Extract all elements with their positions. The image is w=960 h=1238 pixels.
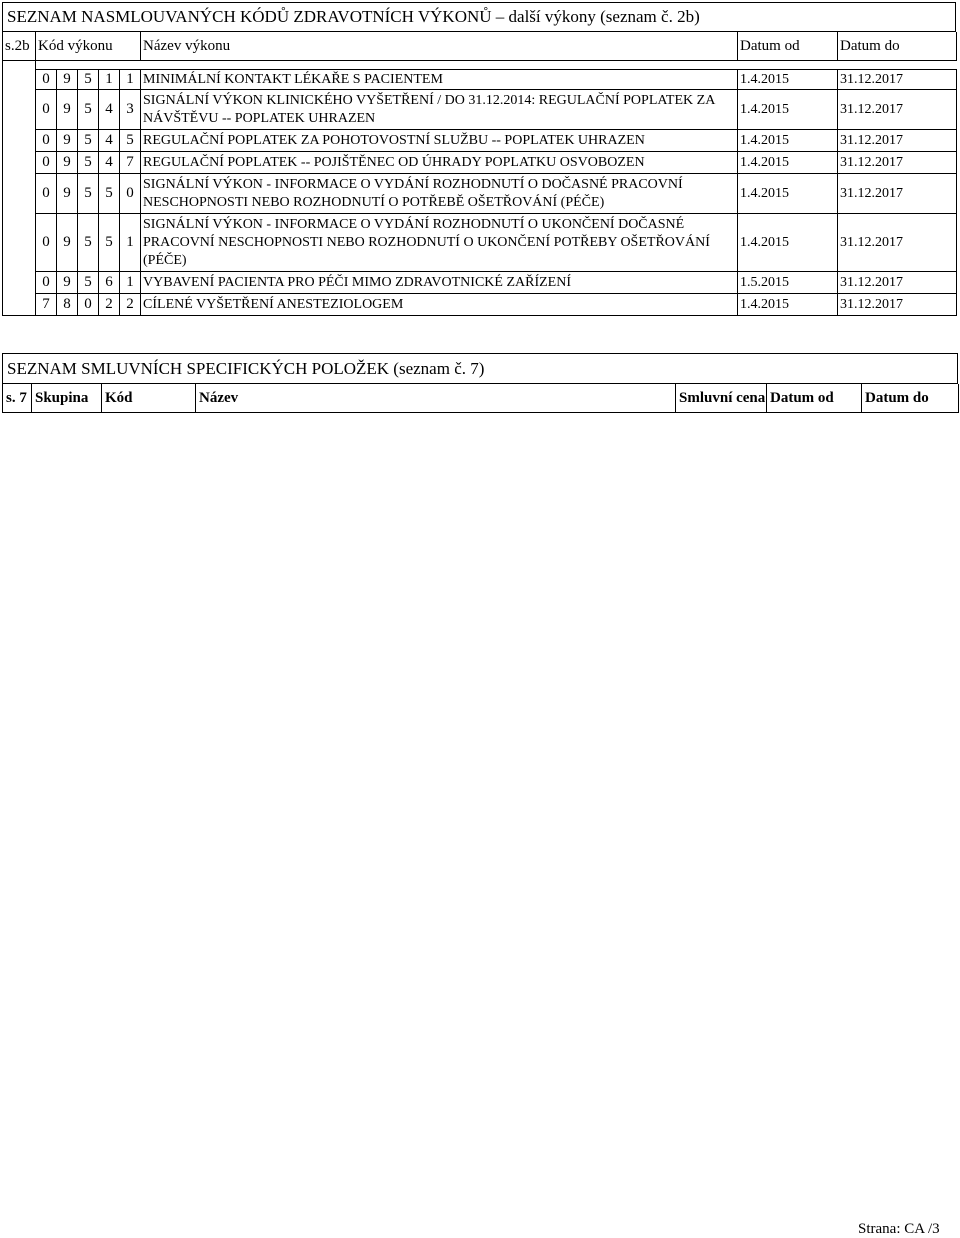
code-digit: 5 — [99, 214, 120, 272]
code-digit: 0 — [36, 214, 57, 272]
header-contract-price: Smluvní cena — [676, 384, 767, 413]
procedure-name: VYBAVENÍ PACIENTA PRO PÉČI MIMO ZDRAVOTNICKÉ ZAŘÍZENÍ — [141, 272, 738, 294]
code-digit: 1 — [120, 272, 141, 294]
section-2b-table — [2, 32, 957, 316]
header-date-to: Datum do — [838, 32, 957, 61]
date-from: 1.4.2015 — [738, 70, 838, 90]
header-code: Kód — [102, 384, 196, 413]
code-digit: 9 — [57, 70, 78, 90]
code-digit: 9 — [57, 152, 78, 174]
code-digit: 0 — [120, 174, 141, 214]
procedure-name: SIGNÁLNÍ VÝKON - INFORMACE O VYDÁNÍ ROZHODNUTÍ O DOČASNÉ PRACOVNÍ NESCHOPNOSTI NEBO ROZHODNUTÍ O POTŘEBĚ OŠETŘOVÁNÍ (PÉČE) — [141, 174, 738, 214]
code-digit: 5 — [99, 174, 120, 214]
code-digit: 5 — [78, 174, 99, 214]
section-7-table — [2, 384, 959, 413]
code-digit: 0 — [36, 152, 57, 174]
table-row — [3, 70, 957, 90]
code-digit: 8 — [57, 294, 78, 316]
code-digit: 7 — [120, 152, 141, 174]
date-from: 1.4.2015 — [738, 214, 838, 272]
code-digit: 0 — [36, 90, 57, 130]
section-7-header-row — [3, 384, 959, 413]
table-row — [3, 272, 957, 294]
date-from: 1.5.2015 — [738, 272, 838, 294]
code-digit: 5 — [78, 90, 99, 130]
header-date-from: Datum od — [767, 384, 862, 413]
section-2b-header-row — [3, 32, 957, 61]
date-to: 31.12.2017 — [838, 90, 957, 130]
code-digit: 0 — [78, 294, 99, 316]
procedure-name: REGULAČNÍ POPLATEK -- POJIŠTĚNEC OD ÚHRADY POPLATKU OSVOBOZEN — [141, 152, 738, 174]
header-name: Název výkonu — [141, 32, 738, 61]
code-digit: 9 — [57, 130, 78, 152]
header-s7: s. 7 — [3, 384, 32, 413]
header-group: Skupina — [32, 384, 102, 413]
date-from: 1.4.2015 — [738, 90, 838, 130]
procedure-name: CÍLENÉ VYŠETŘENÍ ANESTEZIOLOGEM — [141, 294, 738, 316]
date-to: 31.12.2017 — [838, 152, 957, 174]
table-row — [3, 130, 957, 152]
code-digit: 4 — [99, 90, 120, 130]
header-code: Kód výkonu — [36, 32, 141, 61]
code-digit: 1 — [99, 70, 120, 90]
code-digit: 2 — [120, 294, 141, 316]
table-row — [3, 214, 957, 272]
procedure-name: REGULAČNÍ POPLATEK ZA POHOTOVOSTNÍ SLUŽBU -- POPLATEK UHRAZEN — [141, 130, 738, 152]
page-number: Strana: CA /3 — [858, 1221, 940, 1237]
section-2b — [2, 2, 956, 316]
table-row — [3, 174, 957, 214]
code-digit: 3 — [120, 90, 141, 130]
code-digit: 6 — [99, 272, 120, 294]
date-to: 31.12.2017 — [838, 130, 957, 152]
date-to: 31.12.2017 — [838, 174, 957, 214]
code-digit: 1 — [120, 214, 141, 272]
code-digit: 2 — [99, 294, 120, 316]
code-digit: 5 — [78, 130, 99, 152]
code-digit: 1 — [120, 70, 141, 90]
code-digit: 0 — [36, 130, 57, 152]
date-to: 31.12.2017 — [838, 70, 957, 90]
table-row — [3, 294, 957, 316]
code-digit: 7 — [36, 294, 57, 316]
code-digit: 5 — [78, 70, 99, 90]
date-from: 1.4.2015 — [738, 174, 838, 214]
code-digit: 5 — [78, 152, 99, 174]
date-to: 31.12.2017 — [838, 294, 957, 316]
section-7-title: SEZNAM SMLUVNÍCH SPECIFICKÝCH POLOŽEK (seznam č. 7) — [2, 353, 958, 384]
procedure-name: MINIMÁLNÍ KONTAKT LÉKAŘE S PACIENTEM — [141, 70, 738, 90]
spacer-row — [3, 61, 957, 70]
code-digit: 9 — [57, 214, 78, 272]
code-digit: 0 — [36, 174, 57, 214]
date-from: 1.4.2015 — [738, 294, 838, 316]
code-digit: 5 — [78, 214, 99, 272]
date-to: 31.12.2017 — [838, 214, 957, 272]
code-digit: 0 — [36, 272, 57, 294]
table-row — [3, 90, 957, 130]
code-digit: 4 — [99, 152, 120, 174]
code-digit: 9 — [57, 90, 78, 130]
header-name: Název — [196, 384, 676, 413]
code-digit: 4 — [99, 130, 120, 152]
procedure-name: SIGNÁLNÍ VÝKON - INFORMACE O VYDÁNÍ ROZHODNUTÍ O UKONČENÍ DOČASNÉ PRACOVNÍ NESCHOPNOSTI NEBO ROZHODNUTÍ O UKONČENÍ POTŘEBY OŠETŘOVÁNÍ (PÉČE) — [141, 214, 738, 272]
header-s2b: s.2b — [3, 32, 36, 61]
table-row — [3, 152, 957, 174]
date-from: 1.4.2015 — [738, 152, 838, 174]
header-date-from: Datum od — [738, 32, 838, 61]
code-digit: 9 — [57, 272, 78, 294]
code-digit: 5 — [78, 272, 99, 294]
section-7 — [2, 353, 958, 413]
procedure-name: SIGNÁLNÍ VÝKON KLINICKÉHO VYŠETŘENÍ / DO 31.12.2014: REGULAČNÍ POPLATEK ZA NÁVŠTĚVU -- POPLATEK UHRAZEN — [141, 90, 738, 130]
code-digit: 0 — [36, 70, 57, 90]
header-date-to: Datum do — [862, 384, 959, 413]
date-to: 31.12.2017 — [838, 272, 957, 294]
date-from: 1.4.2015 — [738, 130, 838, 152]
code-digit: 5 — [120, 130, 141, 152]
section-2b-title: SEZNAM NASMLOUVANÝCH KÓDŮ ZDRAVOTNÍCH VÝKONŮ – další výkony (seznam č. 2b) — [2, 2, 956, 32]
code-digit: 9 — [57, 174, 78, 214]
